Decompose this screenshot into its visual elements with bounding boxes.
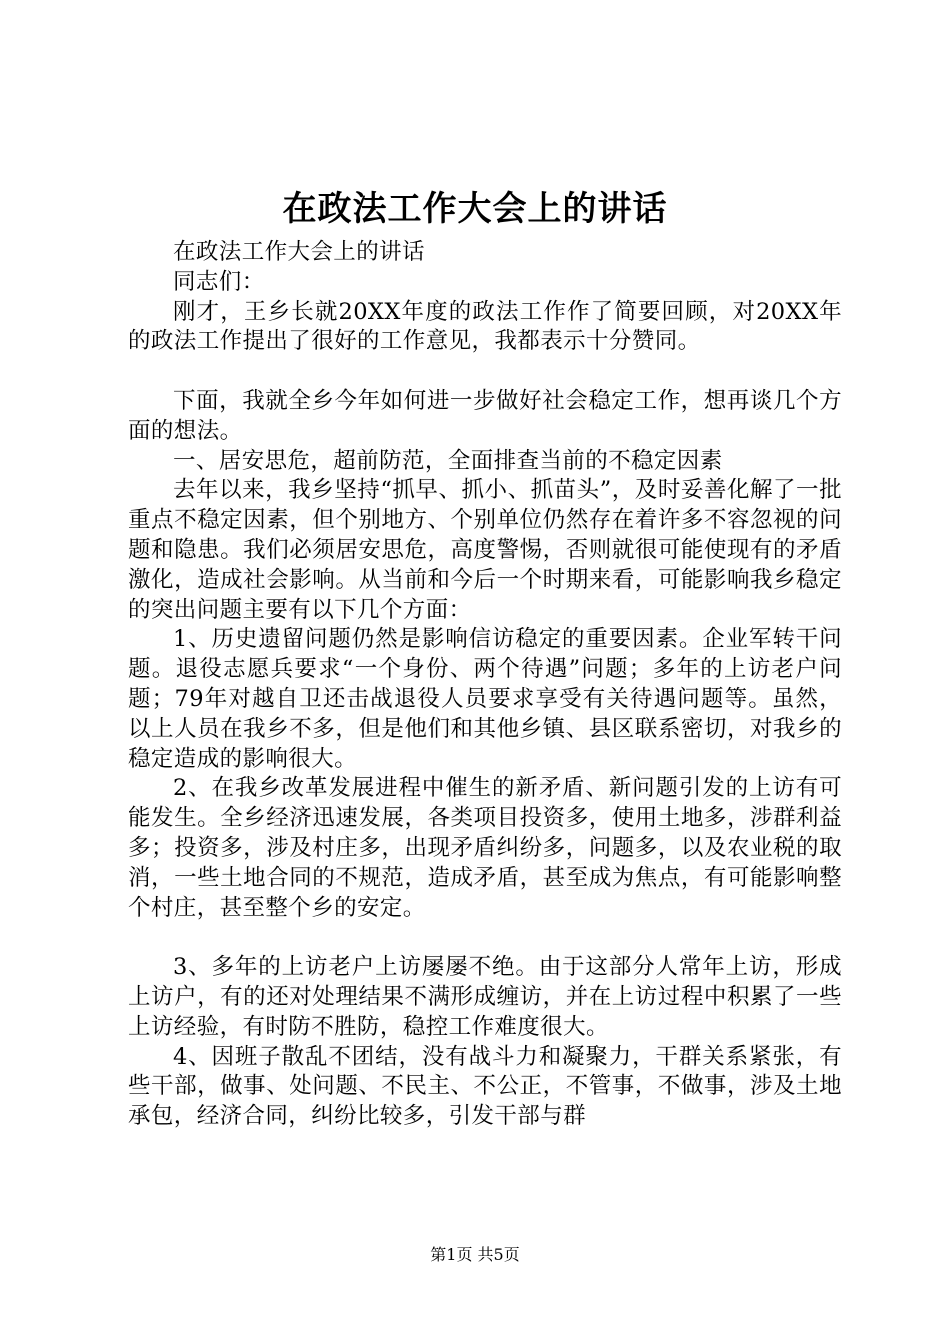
document-body <box>128 238 842 1132</box>
page-number-footer: 第1页 共5页 <box>430 1245 520 1264</box>
paragraph-greeting: 同志们： <box>173 268 265 295</box>
document-title: 在政法工作大会上的讲话 <box>282 189 668 229</box>
paragraph-subtitle: 在政法工作大会上的讲话 <box>173 239 425 265</box>
paragraph-overview: 去年以来，我乡坚持“抓早、抓小、抓苗头”，及时妥善化解了一批重点不稳定因素，但个别地方、个别单位仍然存在着许多不容忽视的问题和隐患。我们必须居安思危，高度警惕，否则就很可能使现有的矛盾激化，造成社会影响。从当前和今后一个时期来看，可能影响我乡稳定的突出问题主要有以下几个方面： <box>128 477 842 623</box>
section-heading-1: 一、居安思危，超前防范，全面排查当前的不稳定因素 <box>173 447 723 474</box>
paragraph-transition: 下面，我就全乡今年如何进一步做好社会稳定工作，想再谈几个方面的想法。 <box>128 387 842 444</box>
paragraph-item-1: 1、历史遗留问题仍然是影响信访稳定的重要因素。企业军转干问题。退役志愿兵要求“一个身份、两个待遇”问题；多年的上访老户问题；79年对越自卫还击战退役人员要求享受有关待遇问题等。虽然，以上人员在我乡不多，但是他们和其他乡镇、县区联系密切，对我乡的稳定造成的影响很大。 <box>128 626 842 772</box>
paragraph-item-3: 3、多年的上访老户上访屡屡不绝。由于这部分人常年上访，形成上访户，有的还对处理结果不满形成缠访，并在上访过程中积累了一些上访经验，有时防不胜防，稳控工作难度很大。 <box>128 954 842 1040</box>
paragraph-item-4: 4、因班子散乱不团结，没有战斗力和凝聚力，干群关系紧张，有些干部，做事、处问题、不民主、不公正，不管事，不做事，涉及土地承包，经济合同，纠纷比较多，引发干部与群 <box>128 1043 842 1130</box>
paragraph-item-2: 2、在我乡改革发展进程中催生的新矛盾、新问题引发的上访有可能发生。全乡经济迅速发展，各类项目投资多，使用土地多，涉群利益多；投资多，涉及村庄多，出现矛盾纠纷多，问题多，以及农业税的取消，一些土地合同的不规范，造成矛盾，甚至成为焦点，有可能影响整个村庄，甚至整个乡的安定。 <box>128 775 842 921</box>
paragraph-intro: 刚才，王乡长就20XX年度的政法工作作了简要回顾，对20XX年的政法工作提出了很好的工作意见，我都表示十分赞同。 <box>128 298 842 355</box>
